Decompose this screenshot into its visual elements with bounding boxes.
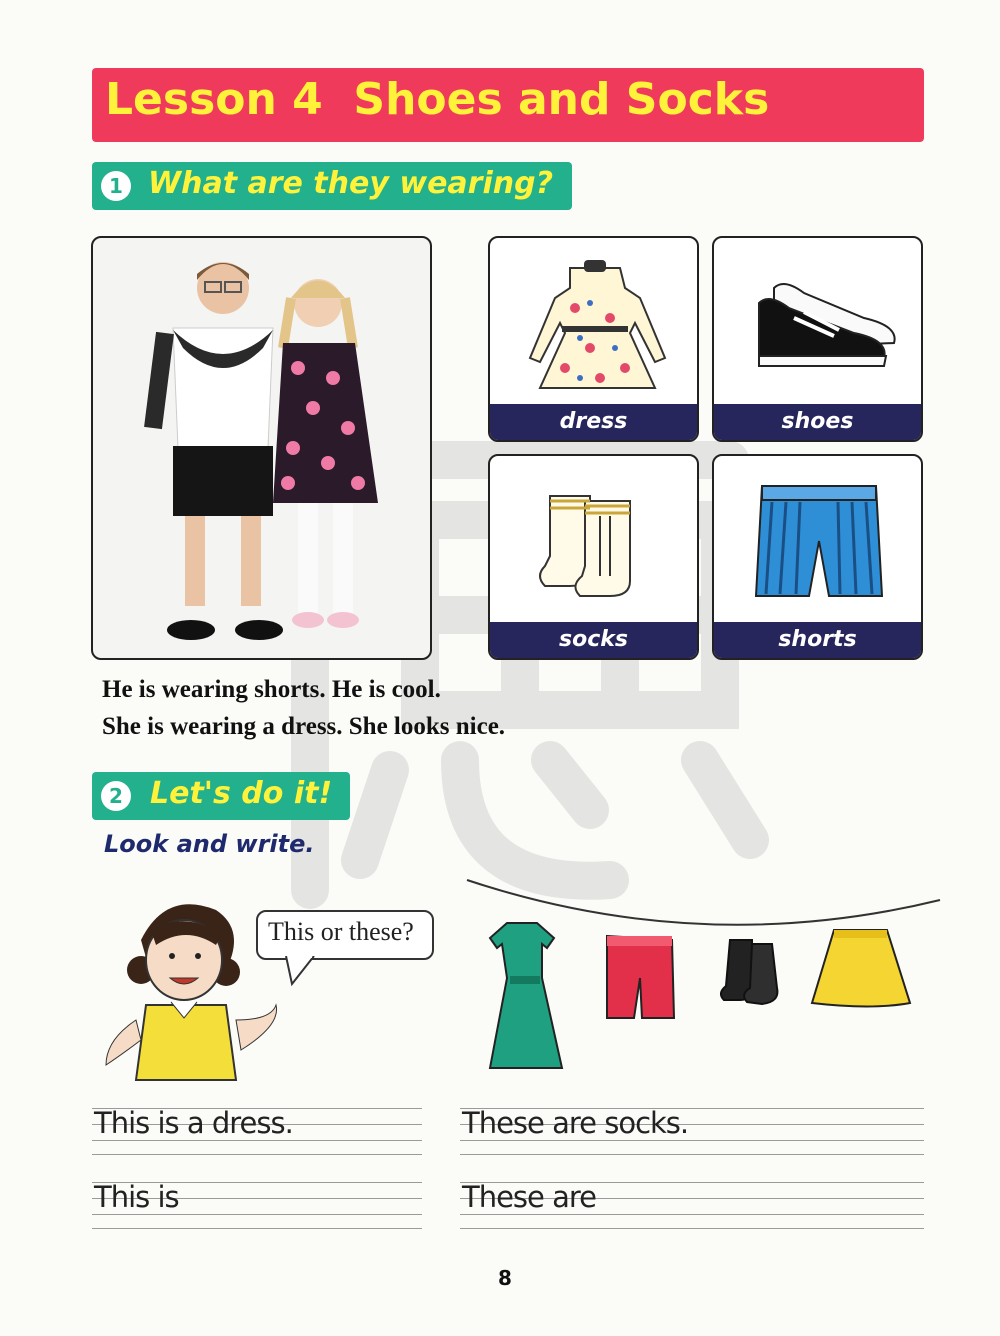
card-shorts <box>712 454 923 660</box>
sentence-1: He is wearing shorts. He is cool. <box>102 676 441 703</box>
card-dress <box>488 236 699 442</box>
section-2-number: 2 <box>101 781 131 811</box>
card-label-shorts: shorts <box>714 622 921 658</box>
section-1-heading: What are they wearing? <box>148 166 553 201</box>
speech-bubble-tail <box>284 956 324 988</box>
socks-icon <box>490 456 699 626</box>
write-line-guide <box>460 1228 924 1229</box>
card-label-dress: dress <box>490 404 697 440</box>
card-label-shoes: shoes <box>714 404 921 440</box>
write-line-guide <box>92 1140 422 1141</box>
write-line-guide <box>460 1140 924 1141</box>
shoes-icon <box>714 238 923 408</box>
page-number: 8 <box>498 1266 512 1290</box>
shorts-icon <box>714 456 923 626</box>
write-prompt-right: These are <box>462 1180 597 1214</box>
section-2-heading: Let's do it! <box>150 776 333 811</box>
write-line-guide <box>92 1214 422 1215</box>
dress-icon <box>490 238 699 408</box>
sentence-2: She is wearing a dress. She looks nice. <box>102 713 506 740</box>
write-example-right: These are socks. <box>462 1106 689 1140</box>
speech-bubble-text: This or these? <box>268 917 414 946</box>
lesson-title: Lesson 4 Shoes and Socks <box>105 74 770 125</box>
write-line-guide <box>460 1214 924 1215</box>
write-example-left: This is a dress. <box>94 1106 293 1140</box>
clothesline-illustration <box>462 878 944 1078</box>
children-photo <box>91 236 432 660</box>
write-line-guide <box>460 1154 924 1155</box>
section-1-number: 1 <box>101 171 131 201</box>
card-label-socks: socks <box>490 622 697 658</box>
instruction-text: Look and write. <box>104 830 315 858</box>
card-shoes <box>712 236 923 442</box>
write-line-guide <box>92 1154 422 1155</box>
write-prompt-left: This is <box>94 1180 179 1214</box>
write-line-guide <box>92 1228 422 1229</box>
card-socks <box>488 454 699 660</box>
